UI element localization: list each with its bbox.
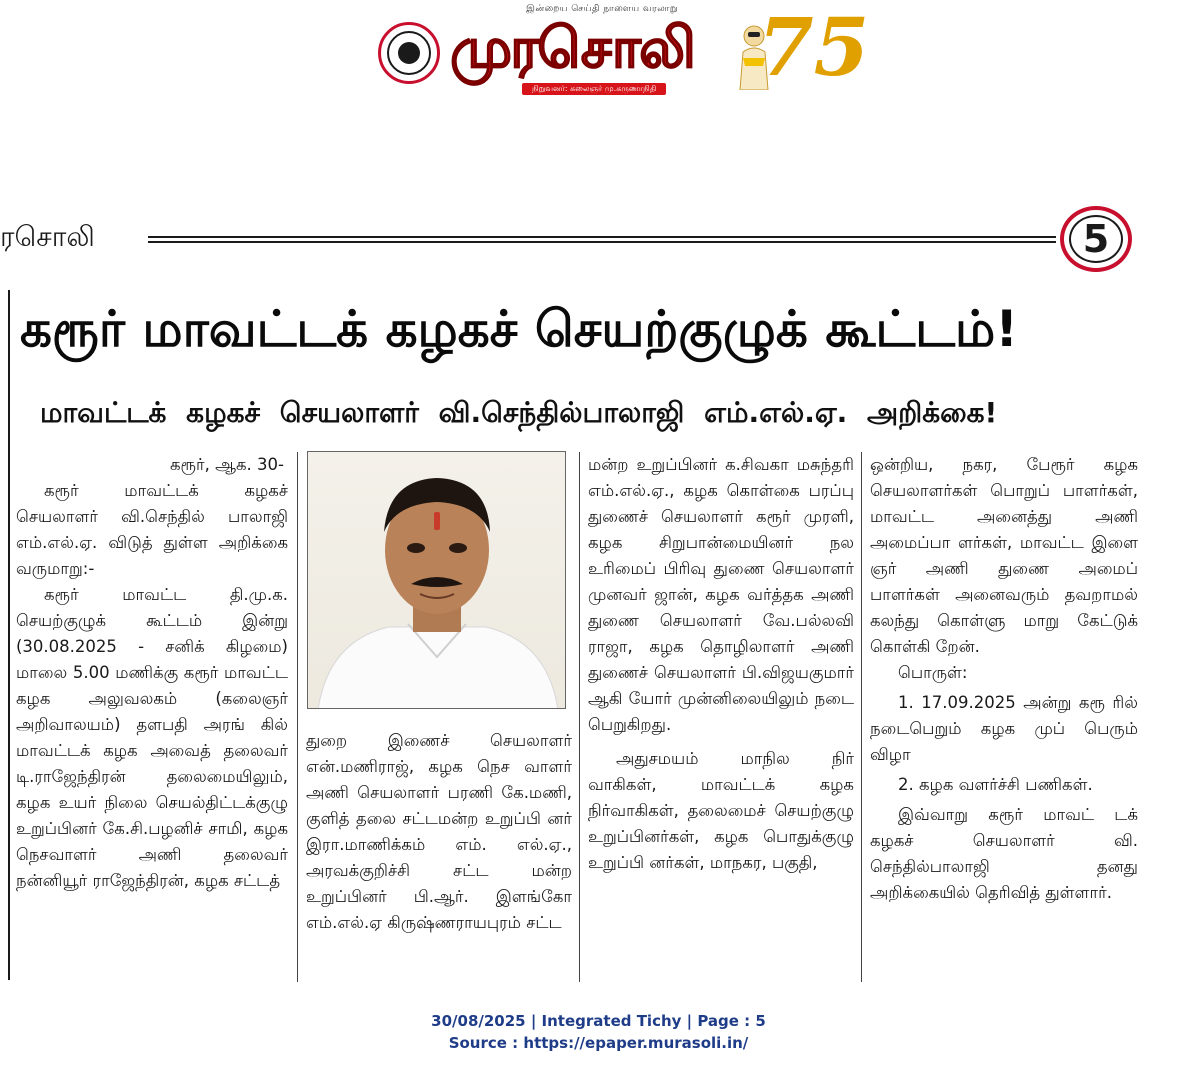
- footer-date-edition: 30/08/2025 | Integrated Tichy | Page : 5: [431, 1012, 766, 1030]
- person-photo-icon: [308, 452, 566, 709]
- article-column-2: [306, 728, 572, 936]
- footer-source-link[interactable]: Source : https://epaper.murasoli.in/: [448, 1034, 749, 1052]
- article-list-item: 1. 17.09.2025 அன்று கரூ ரில் நடைபெறும் கழக முப் பெரும் விழா: [870, 693, 1138, 764]
- article-paragraph: அதுசமயம் மாநில நிர் வாகிகள், மாவட்டக் கழக நிர்வாகிகள், தலைமைச் செயற்குழு உறுப்பினர்கள், கழக பொதுக்குழு உறுப்பி னர்கள், மாநகர, பகுதி,: [588, 749, 854, 872]
- masthead: [372, 0, 870, 100]
- left-margin-rule: [8, 290, 10, 980]
- page-number-badge: [1060, 206, 1132, 272]
- article-dateline: கரூர், ஆக. 30-: [170, 455, 284, 474]
- strip-divider: [148, 236, 1056, 243]
- article-paragraph: ஒன்றிய, நகர, பேரூர் கழக செயலாளர்கள் பொறுப் பாளர்கள், மாவட்ட அனைத்து அணி அமைப்பா ளர்கள், மாவட்ட இளை ஞர் அணி துணை அமைப் பாளர்கள் அனைவரும் தவறாமல் கலந்து கொள்ளு மாறு கேட்டுக் கொள்கி றேன்.: [870, 455, 1138, 656]
- article-subheadline: மாவட்டக் கழகச் செயலாளர் வி.செந்தில்பாலாஜி எம்.எல்.ஏ. அறிக்கை!: [40, 396, 998, 429]
- strip-paper-name: ரசொலி: [0, 220, 95, 253]
- masthead-tagline: இன்றைய செய்தி நாளைய வரலாறு: [526, 4, 678, 14]
- article-column-1: [16, 452, 288, 894]
- page-strip: [0, 198, 1197, 278]
- article-paragraph: துறை இணைச் செயலாளர் என்.மணிராஜ், கழக நெச வாளர் அணி செயலாளர் பரணி கே.மணி, குளித் தலை சட்டமன்ற உறுப்பி னர் இரா.மாணிக்கம் எம். எல்.ஏ., அரவக்குறிச்சி சட்ட மன்ற உறுப்பினர் பி.ஆர். இளங்கோ எம்.எல்.ஏ கிருஷ்ணராயபுரம் சட்ட: [306, 731, 572, 932]
- column-rule: [297, 452, 298, 982]
- article-column-3: [588, 452, 854, 876]
- article-paragraph: கரூர் மாவட்டக் கழகச் செயலாளர் வி.செந்தில் பாலாஜி எம்.எல்.ஏ. விடுத் துள்ள அறிக்கை வருமாறு:-: [16, 481, 288, 578]
- article-column-4: [870, 452, 1138, 906]
- article-paragraph: இவ்வாறு கரூர் மாவட் டக் கழகச் செயலாளர் வி. செந்தில்பாலாஜி தனது அறிக்கையில் தெரிவித் துள்ளார்.: [870, 805, 1138, 902]
- column-rule: [579, 452, 580, 982]
- article-paragraph: மன்ற உறுப்பினர் க.சிவகா மசுந்தரி எம்.எல்.ஏ., கழக கொள்கை பரப்பு துணைச் செயலாளர் கரூர் முரளி, கழக சிறுபான்மையினர் நல உரிமைப் பிரிவு துணை செயலாளர் முனவர் ஜான், கழக வர்த்தக அணி துணை செயலாளர் வே.பல்லவி ராஜா, கழக தொழிலாளர் அணி துணைச் செயலாளர் பி.விஜயகுமார் ஆகி யோர் முன்னிலையிலும் நடை பெறுகிறது.: [588, 455, 854, 734]
- column-rule: [861, 452, 862, 982]
- article-subject-label: பொருள்:: [898, 663, 968, 682]
- anniversary-75-mark: 75: [758, 0, 870, 94]
- newspaper-logo-title: முரசொலி: [450, 16, 694, 81]
- article-paragraph: கரூர் மாவட்ட தி.மு.க. செயற்குழுக் கூட்டம் இன்று (30.08.2025 - சனிக் கிழமை) மாலை 5.00 மணிக்கு கரூர் மாவட்ட கழக அலுவலகம் (கலைஞர் அறிவாலயம்) தளபதி அரங் கில் மாவட்டக் கழக அவைத் தலைவர் டி.ராஜேந்திரன் தலைமையிலும், கழக உயர் நிலை செயல்திட்டக்குழு உறுப்பினர் கே.சி.பழனிச் சாமி, கழக நெசவாளர் அணி தலைவர் நன்னியூர் ராஜேந்திரன், கழக சட்டத்: [16, 585, 288, 890]
- article-headline: கரூர் மாவட்டக் கழகச் செயற்குழுக் கூட்டம்!: [20, 300, 1019, 358]
- newspaper-logo-subtitle: நிறுவனர்: கலைஞர் மு.கருணாநிதி: [522, 83, 666, 95]
- portrait-photo: [307, 451, 566, 709]
- page-number: 5: [1082, 217, 1110, 261]
- page-footer: [0, 1010, 1197, 1054]
- party-emblem-icon: [378, 22, 440, 84]
- article-list-item: 2. கழக வளர்ச்சி பணிகள்.: [898, 775, 1093, 794]
